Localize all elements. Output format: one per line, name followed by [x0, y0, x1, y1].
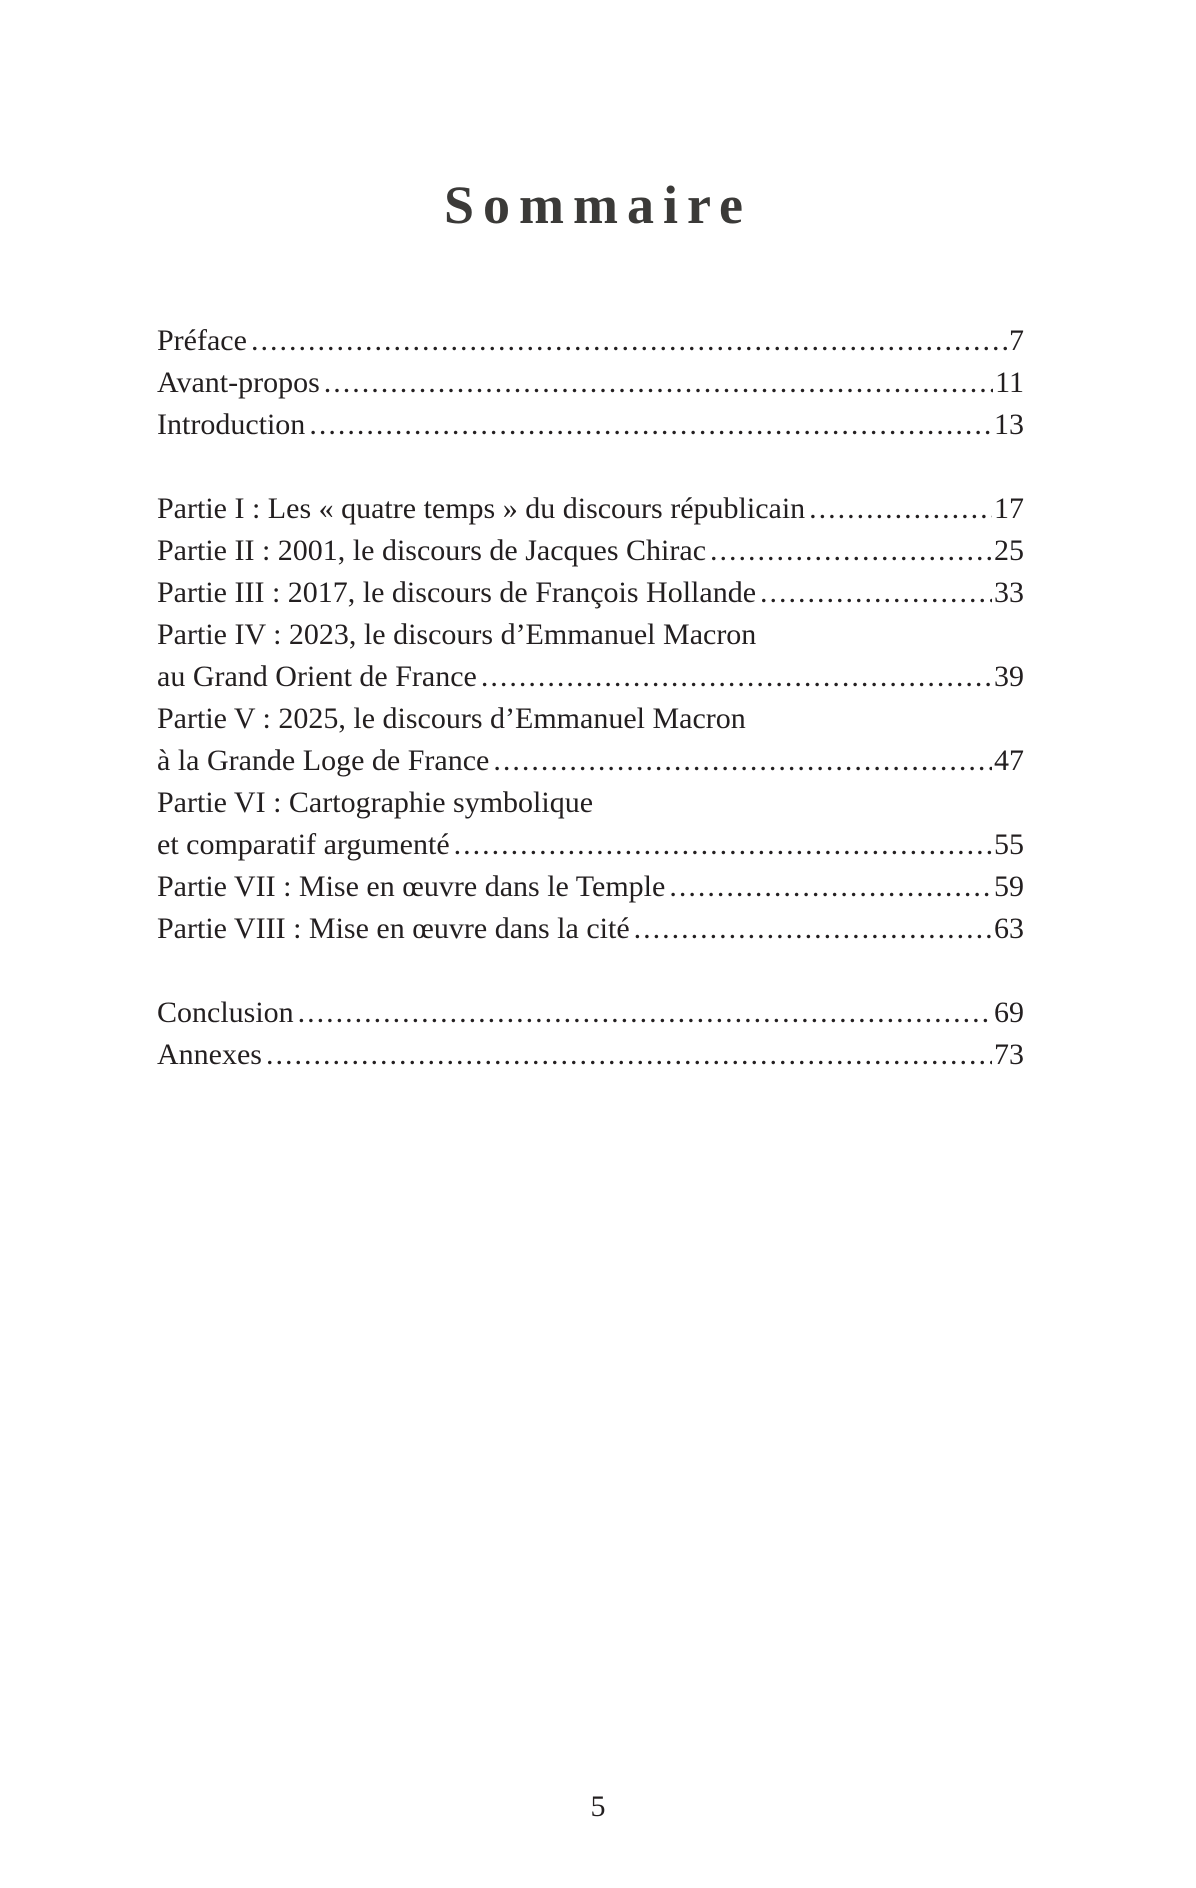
toc-entry-title: Préface: [157, 324, 247, 357]
toc-entry[interactable]: [157, 908, 1024, 950]
toc-entry[interactable]: [157, 782, 1024, 866]
toc-entry[interactable]: [157, 572, 1024, 614]
toc-entry-page-number: 63: [994, 912, 1024, 945]
toc-entry-page-number: 13: [994, 408, 1024, 441]
toc-entry-page-number: 7: [1009, 324, 1024, 357]
toc-entry[interactable]: [157, 362, 1024, 404]
toc-entry-title: Conclusion: [157, 996, 294, 1029]
toc-entry[interactable]: [157, 1034, 1024, 1076]
toc-entry-line-continued: [157, 698, 1024, 740]
page-title: Sommaire: [444, 175, 752, 235]
toc-entry-title: Partie III : 2017, le discours de François Hollande: [157, 576, 757, 609]
toc-entry[interactable]: [157, 320, 1024, 362]
toc-entry-line: [157, 656, 1024, 698]
toc-entry[interactable]: [157, 698, 1024, 782]
toc-entry-line: [157, 866, 1024, 908]
toc-entry-line: [157, 404, 1024, 446]
toc-entry-line-continued: [157, 614, 1024, 656]
dot-leader: [634, 908, 992, 950]
dot-leader: [493, 740, 992, 782]
toc-entry-page-number: 59: [994, 870, 1024, 903]
toc-entry[interactable]: [157, 614, 1024, 698]
toc-entry-title: et comparatif argumenté: [157, 828, 450, 861]
dot-leader: [251, 320, 1007, 362]
toc-entry-line: [157, 824, 1024, 866]
dot-leader: [710, 530, 992, 572]
toc-entry-title: Partie VI : Cartographie symbolique: [157, 786, 594, 819]
page-number: 5: [590, 1790, 606, 1823]
toc-entry-page-number: 39: [994, 660, 1024, 693]
dot-leader: [309, 404, 992, 446]
toc-entry-line-continued: [157, 782, 1024, 824]
dot-leader: [266, 1034, 992, 1076]
dot-leader: [760, 572, 992, 614]
dot-leader: [481, 656, 992, 698]
toc-entry[interactable]: [157, 488, 1024, 530]
toc-entry-line: [157, 362, 1024, 404]
toc-entry-line: [157, 488, 1024, 530]
toc-entry-title: Introduction: [157, 408, 306, 441]
toc-entry[interactable]: [157, 404, 1024, 446]
toc-entry[interactable]: [157, 992, 1024, 1034]
toc-entry-page-number: 47: [994, 744, 1024, 777]
toc-entry-page-number: 33: [994, 576, 1024, 609]
toc-entry-title: Partie II : 2001, le discours de Jacques Chirac: [157, 534, 707, 567]
toc-entry-title: Partie I : Les « quatre temps » du discours républicain: [157, 492, 806, 525]
toc-entry-title: Avant-propos: [157, 366, 320, 399]
dot-leader: [809, 488, 992, 530]
toc-entry-line: [157, 740, 1024, 782]
table-of-contents: [157, 320, 1024, 1076]
toc-entry-title: à la Grande Loge de France: [157, 744, 490, 777]
dot-leader: [669, 866, 992, 908]
toc-entry-line: [157, 908, 1024, 950]
toc-entry-line: [157, 1034, 1024, 1076]
toc-entry[interactable]: [157, 866, 1024, 908]
toc-entry-title: Annexes: [157, 1038, 262, 1071]
toc-group-spacer: [157, 446, 1024, 488]
toc-entry-page-number: 25: [994, 534, 1024, 567]
toc-entry-page-number: 55: [994, 828, 1024, 861]
dot-leader: [454, 824, 992, 866]
dot-leader: [298, 992, 992, 1034]
toc-entry-title: Partie V : 2025, le discours d’Emmanuel Macron: [157, 702, 746, 735]
toc-entry-page-number: 17: [994, 492, 1024, 525]
toc-entry-line: [157, 320, 1024, 362]
toc-entry-title: Partie IV : 2023, le discours d’Emmanuel Macron: [157, 618, 757, 651]
toc-entry-line: [157, 992, 1024, 1034]
toc-entry-page-number: 69: [994, 996, 1024, 1029]
toc-entry-line: [157, 530, 1024, 572]
toc-entry-line: [157, 572, 1024, 614]
toc-entry-title: Partie VIII : Mise en œuvre dans la cité: [157, 912, 630, 945]
toc-group-spacer: [157, 950, 1024, 992]
toc-entry[interactable]: [157, 530, 1024, 572]
toc-entry-title: Partie VII : Mise en œuvre dans le Temple: [157, 870, 666, 903]
toc-entry-page-number: 11: [995, 366, 1024, 399]
toc-entry-title: au Grand Orient de France: [157, 660, 477, 693]
dot-leader: [324, 362, 993, 404]
toc-entry-page-number: 73: [994, 1038, 1024, 1071]
